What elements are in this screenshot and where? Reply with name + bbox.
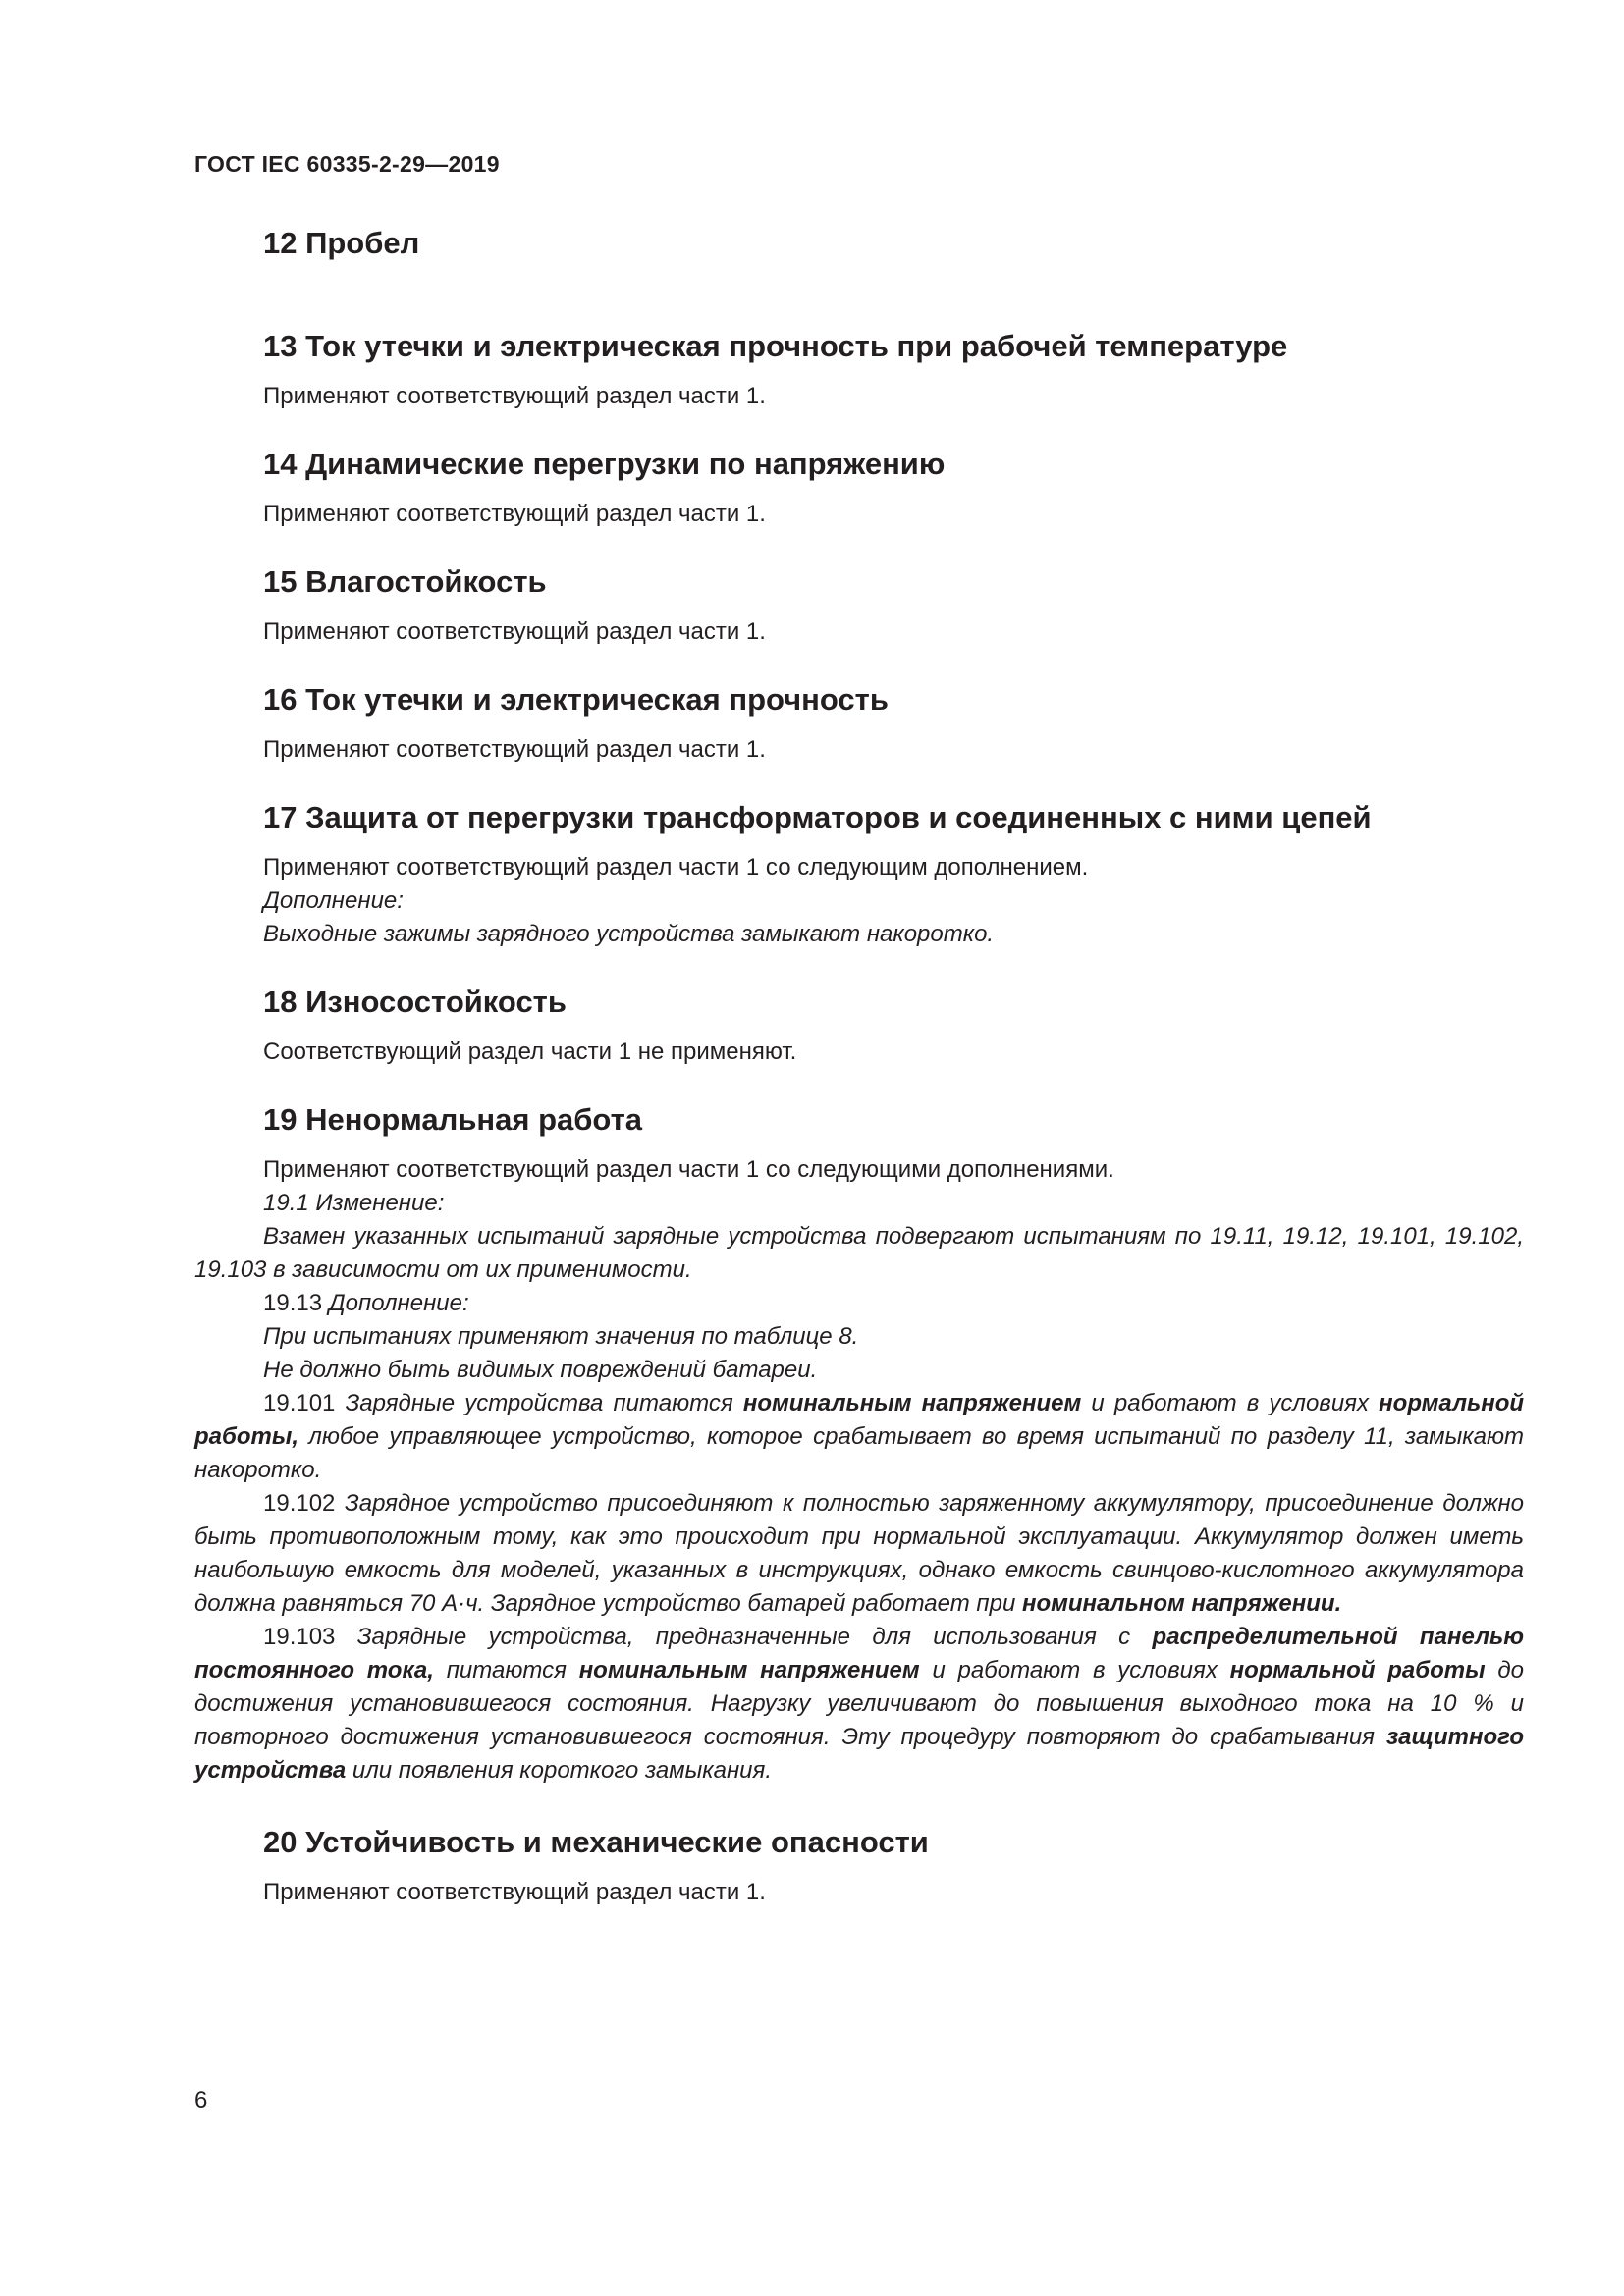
- section-17-title: 17 Защита от перегрузки трансформаторов и соединенных с ними цепей: [263, 800, 1372, 834]
- section-19-title: 19 Ненормальная работа: [263, 1102, 643, 1137]
- term-normal-operation: нормальной работы,: [194, 1390, 1525, 1450]
- term-protective-device: защитного устройства: [194, 1724, 1524, 1784]
- section-15-title: 15 Влагостойкость: [263, 564, 547, 599]
- clause-19-101-number: 19.101: [263, 1390, 336, 1416]
- clause-19-1-label: Изменение:: [315, 1190, 445, 1216]
- section-17-text: Применяют соответствующий раздел части 1 со следующим дополнением.: [263, 854, 1089, 881]
- clause-19-1-number: 19.1: [263, 1190, 309, 1216]
- section-19-text: Применяют соответствующий раздел части 1 со следующими дополнениями.: [263, 1156, 1114, 1183]
- clause-19-1-text: Взамен указанных испытаний зарядные устройства подвергают испытаниям по 19.11, 19.12, 19.101, 19.102, 19.103 в зависимости от их применимости.: [194, 1223, 1524, 1283]
- clause-19-1-heading: [194, 1187, 1524, 1220]
- term-normal-operation: нормальной работы: [1229, 1657, 1486, 1683]
- clause-19-13-text-2: Не должно быть видимых повреждений батареи.: [263, 1357, 818, 1383]
- page-content: [194, 224, 1524, 1909]
- clause-19-13-heading: [194, 1287, 1524, 1320]
- section-15-text: Применяют соответствующий раздел части 1.: [263, 618, 766, 645]
- section-20-title: 20 Устойчивость и механические опасности: [263, 1825, 929, 1859]
- section-14-title: 14 Динамические перегрузки по напряжению: [263, 447, 946, 481]
- clause-19-13-label: Дополнение:: [328, 1290, 469, 1316]
- clause-19-103: 19.103 Зарядные устройства, предназначенные для использования с распределительной панелью постоянного тока, питаются номинальным напряжением и работают в условиях нормальной работы до достижения установившегося состояния. Нагрузку увеличивают до повышения выходного тока на 10 % и повторного достижения установившегося состояния. Эту процедуру повторяют до срабатывания защитного устройства или появления короткого замыкания.: [194, 1624, 1525, 1784]
- term-rated-voltage: номинальным напряжением: [742, 1390, 1082, 1416]
- section-13-text: Применяют соответствующий раздел части 1.: [263, 383, 766, 409]
- section-14-text: Применяют соответствующий раздел части 1.: [263, 501, 766, 527]
- section-16-title: 16 Ток утечки и электрическая прочность: [263, 682, 889, 717]
- section-13-title: 13 Ток утечки и электрическая прочность при рабочей температуре: [263, 329, 1288, 363]
- clause-19-13-text-1: При испытаниях применяют значения по таблице 8.: [263, 1323, 859, 1350]
- clause-19-102-number: 19.102: [263, 1490, 336, 1517]
- term-dc-distribution-panel: распределительной панелью постоянного тока,: [194, 1624, 1525, 1683]
- clause-19-101: 19.101 Зарядные устройства питаются номинальным напряжением и работают в условиях нормальной работы, любое управляющее устройство, которое срабатывает во время испытаний по разделу 11, замыкают накоротко.: [194, 1390, 1525, 1483]
- clause-19-102: 19.102 Зарядное устройство присоединяют к полностью заряженному аккумулятору, присоединение должно быть противоположным тому, как это происходит при нормальной эксплуатации. Аккумулятор должен иметь наибольшую емкость для моделей, указанных в инструкциях, однако емкость свинцово-кислотного аккумулятора должна равняться 70 А·ч. Зарядное устройство батарей работает при номинальном напряжении.: [194, 1490, 1525, 1617]
- page-number: 6: [194, 2087, 208, 2113]
- section-16-text: Применяют соответствующий раздел части 1.: [263, 736, 766, 763]
- document-id: ГОСТ IEC 60335-2-29—2019: [194, 151, 500, 177]
- section-20-text: Применяют соответствующий раздел части 1.: [263, 1879, 766, 1905]
- term-rated-voltage: номинальным напряжением: [578, 1657, 920, 1683]
- section-18-text: Соответствующий раздел части 1 не применяют.: [263, 1039, 797, 1065]
- clause-19-13-number: 19.13: [263, 1290, 323, 1316]
- term-rated-voltage: номинальном напряжении.: [1021, 1590, 1342, 1617]
- section-18-title: 18 Износостойкость: [263, 985, 567, 1019]
- section-17-addition-label: Дополнение:: [263, 887, 404, 914]
- clause-19-103-number: 19.103: [263, 1624, 336, 1650]
- section-12-title: 12 Пробел: [263, 226, 420, 260]
- section-17-addition-text: Выходные зажимы зарядного устройства замыкают накоротко.: [263, 921, 995, 947]
